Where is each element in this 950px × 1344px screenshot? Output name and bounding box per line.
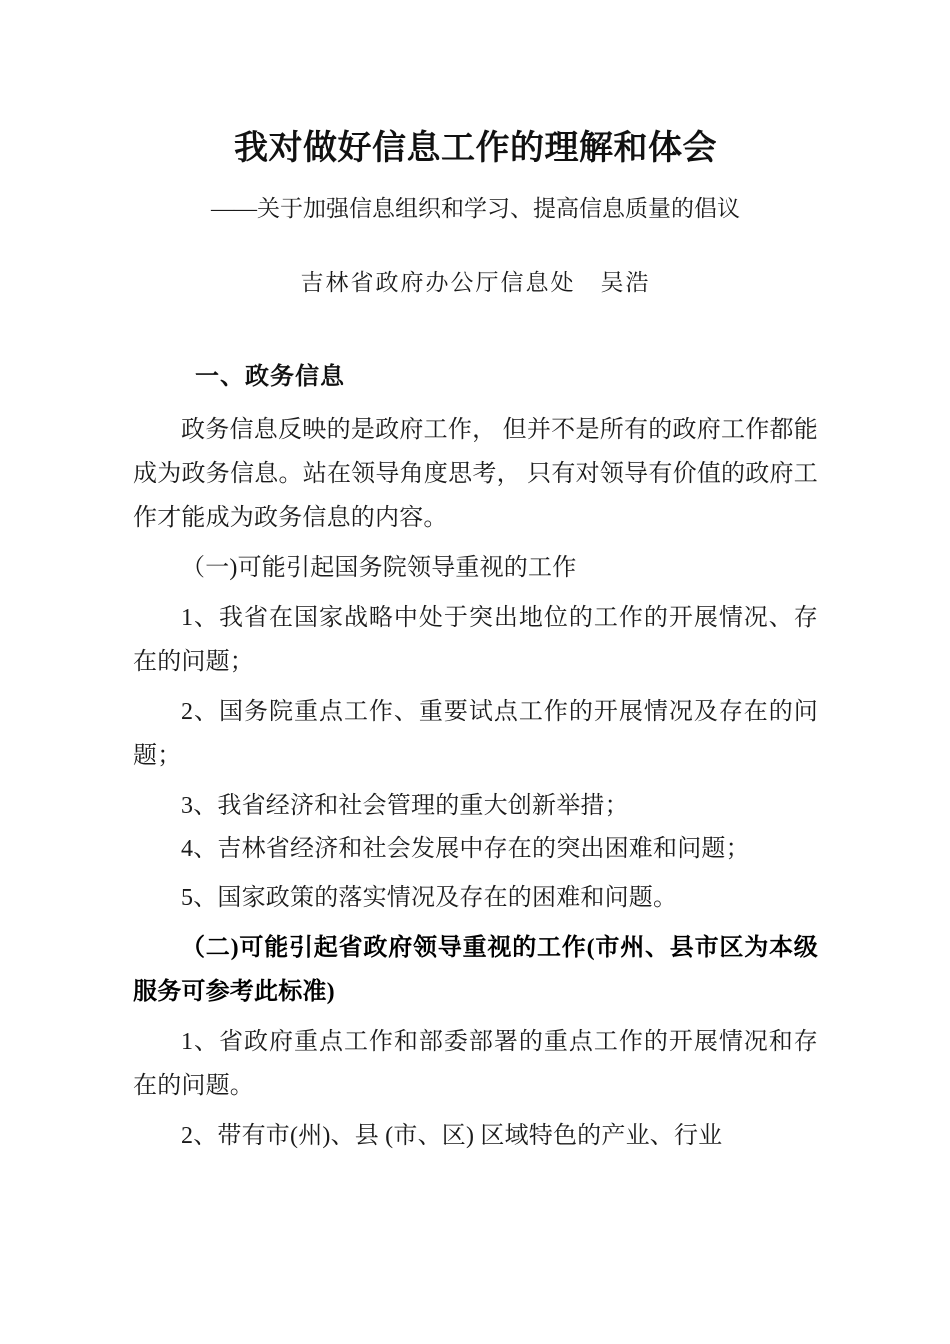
paragraph-intro: 政务信息反映的是政府工作， 但并不是所有的政府工作都能成为政务信息。站在领导角度思考， 只有对领导有价值的政府工作才能成为政务信息的内容。 [133,417,818,531]
document-byline: 吉林省政府办公厅信息处 吴浩 [300,270,651,295]
subsection-heading-2: （二)可能引起省政府领导重视的工作(市州、县市区为本级服务可参考此标准) [133,935,818,1005]
list-item-2-1: 1、省政府重点工作和部委部署的重点工作的开展情况和存在的问题。 [133,1029,818,1099]
list-item-1-1: 1、我省在国家战略中处于突出地位的工作的开展情况、存在的问题； [133,605,818,675]
list-item-2-2: 2、带有市(州)、县 (市、区) 区域特色的产业、行业 [181,1123,723,1149]
list-item-1-3: 3、我省经济和社会管理的重大创新举措； [181,793,629,819]
subsection-heading-1: （一)可能引起国务院领导重视的工作 [181,555,577,581]
page-title: 我对做好信息工作的理解和体会 [234,129,717,167]
body-text-block [133,394,818,1158]
document-subtitle: ——关于加强信息组织和学习、提高信息质量的倡议 [211,196,740,221]
list-item-1-2: 2、国务院重点工作、重要试点工作的开展情况及存在的问题； [133,699,818,769]
document-content [133,0,818,1158]
section-heading-1: 一、政务信息 [195,363,345,390]
list-item-1-5: 5、国家政策的落实情况及存在的困难和问题。 [181,885,678,911]
list-item-1-4: 4、吉林省经济和社会发展中存在的突出困难和问题； [181,836,750,862]
